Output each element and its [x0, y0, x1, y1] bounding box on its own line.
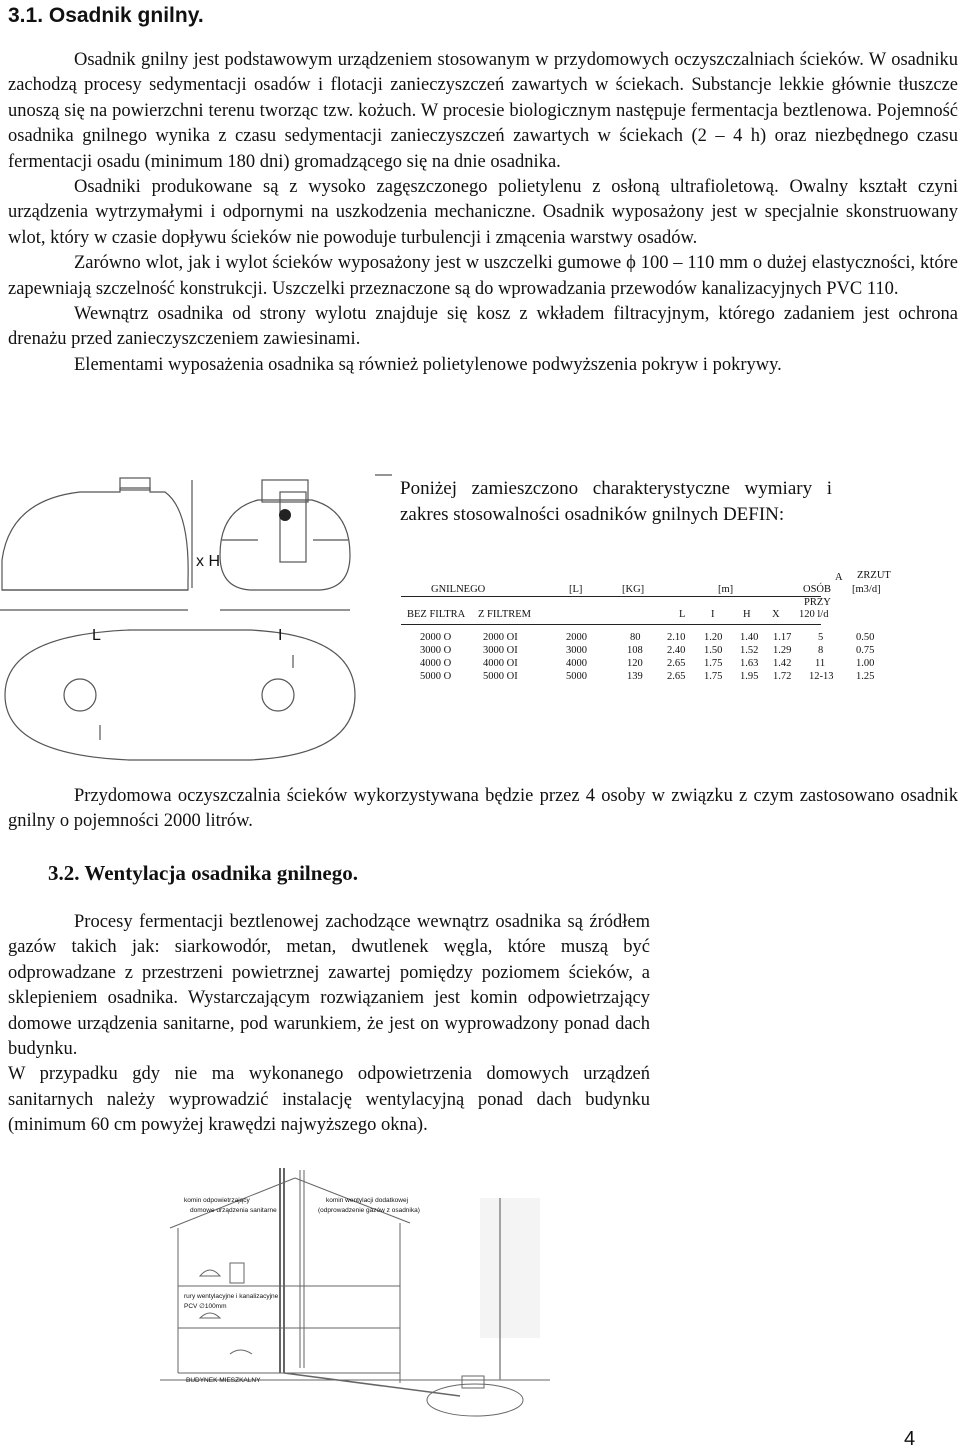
table-header-cell: [m3/d]: [852, 584, 881, 595]
table-cell: 4000 O: [420, 658, 452, 669]
table-cell: 1.42: [773, 658, 792, 669]
label-rury-line1: rury wentylacyjne i kanalizacyjne: [184, 1293, 279, 1300]
table-cell: 139: [627, 671, 643, 682]
table-header-cell: ZRZUT: [857, 570, 891, 581]
table-cell: 1.63: [740, 658, 759, 669]
dim-label-i: I: [278, 627, 283, 644]
table-cell: 3000 O: [420, 645, 452, 656]
table-cell: 1.75: [704, 671, 723, 682]
dim-label-x-h: x H: [196, 553, 220, 570]
label-komin-line2: domowe urządzenia sanitarne: [190, 1207, 277, 1214]
table-header-cell: [m]: [718, 584, 734, 595]
table-cell: 1.00: [856, 658, 875, 669]
table-cell: 2000: [566, 632, 587, 643]
table-header-cell: [KG]: [622, 584, 645, 595]
table-header-cell: L: [679, 609, 686, 620]
table-cell: 2.65: [667, 658, 686, 669]
page-number: 4: [904, 1428, 916, 1450]
paragraph: Wewnątrz osadnika od strony wylotu znajduje się kosz z wkładem filtracyjnym, którego zadaniem jest ochrona drenażu przed zanieczyszczeniem zawiesinami.: [8, 304, 958, 350]
table-header-cell: 120 l/d: [799, 609, 829, 620]
intro-paragraphs: [8, 48, 958, 378]
table-cell: 2000 O: [420, 632, 452, 643]
paragraph: Zarówno wlot, jak i wylot ścieków wyposażony jest w uszczelki gumowe ϕ 100 – 110 mm o dużej elastyczności, które zapewniają szczelność konstrukcji. Uszczelki przeznaczone są do wprowadzania przewodów kanalizacyjnych PVC 110.: [8, 253, 958, 299]
table-cell: 2.65: [667, 671, 686, 682]
table-header-cell: GNILNEGO: [431, 584, 486, 595]
table-cell: 1.20: [704, 632, 723, 643]
table-cell: 5000 OI: [483, 671, 518, 682]
table-cell: 1.29: [773, 645, 792, 656]
table-cell: 1.40: [740, 632, 759, 643]
table-header-cell: A: [835, 572, 843, 583]
paragraph: Osadnik gnilny jest podstawowym urządzeniem stosowanym w przydomowych oczyszczalniach ścieków. W osadniku zachodzą procesy sedymentacji osadów i flotacji zanieczyszczeń zawartych w ściekach. Substancje lekkie głównie tłuszcze unoszą się na powierzchni terenu tworząc tzw. kożuch. W procesie biologicznym następuje fermentacja beztlenowa. Pojemność osadnika gnilnego wynika z czasu sedymentacji zanieczyszczeń zawartych w ściekach (2 – 4 h) oraz niezbędnego czasu fermentacji osadu (minimum 180 dni) gromadzącego się na dnie osadnika.: [8, 50, 958, 172]
paragraph: Poniżej zamieszczono charakterystyczne wymiary i zakres stosowalności osadników gnilnych DEFIN:: [400, 478, 832, 525]
table-cell: 1.72: [773, 671, 792, 682]
paragraph: Przydomowa oczyszczalnia ścieków wykorzystywana będzie przez 4 osoby w związku z czym zastosowano osadnik gnilny o pojemności 2000 litrów.: [8, 786, 958, 832]
table-rule: [401, 624, 821, 625]
dimensions-table: [401, 566, 893, 696]
septic-tank-drawing: [0, 470, 395, 770]
table-header-cell: I: [711, 609, 715, 620]
dim-label-l: L: [92, 627, 101, 644]
table-cell: 1.52: [740, 645, 759, 656]
label-rury-line2: PCV ∅100mm: [184, 1303, 227, 1310]
table-cell: 1.95: [740, 671, 759, 682]
table-cell: 1.25: [856, 671, 875, 682]
label-komin-line1: komin odpowietrzający: [184, 1197, 250, 1204]
table-cell: 4000: [566, 658, 587, 669]
inlet-circle-icon: [279, 509, 291, 521]
table-cell: 1.17: [773, 632, 792, 643]
table-cell: 0.75: [856, 645, 875, 656]
table-cell: 2.10: [667, 632, 686, 643]
table-cell: 80: [630, 632, 641, 643]
table-cell: 108: [627, 645, 643, 656]
table-cell: 11: [815, 658, 826, 669]
table-header-cell: H: [743, 609, 751, 620]
table-header-cell: PRZY: [804, 597, 831, 608]
table-cell: 3000 OI: [483, 645, 518, 656]
table-cell: 1.75: [704, 658, 723, 669]
table-cell: 3000: [566, 645, 587, 656]
paragraph: Procesy fermentacji beztlenowej zachodzące wewnątrz osadnika są źródłem gazów takich jak: siarkowodór, metan, dwutlenek węgla, które muszą być odprowadzane z przestrzeni powietrznej zawartej pomiędzy poziomem ścieków, a sklepieniem osadnika. Wystarczającym rozwiązaniem jest komin odpowietrzający domowe urządzenia sanitarne, pod warunkiem, że jest on wyprowadzony ponad dach budynku.: [8, 912, 650, 1060]
ventilation-diagram: [160, 1168, 550, 1418]
table-cell: 5000 O: [420, 671, 452, 682]
label-wentylacja-line1: komin wentylacji dodatkowej: [326, 1197, 409, 1204]
table-rule: [401, 596, 821, 597]
paragraph: W przypadku gdy nie ma wykonanego odpowietrzenia domowych urządzeń sanitarnych należy wyprowadzić instalację wentylacyjną ponad dach budynku (minimum 60 cm powyżej krawędzi najwyższego okna).: [8, 1064, 650, 1136]
table-cell: 8: [818, 645, 824, 656]
label-budynek: BUDYNEK MIESZKALNY: [186, 1377, 261, 1384]
table-cell: 1.50: [704, 645, 723, 656]
table-intro-text: [400, 476, 832, 528]
section-heading-3-1: 3.1. Osadnik gnilny.: [8, 4, 204, 27]
table-header-cell: X: [772, 609, 780, 620]
table-cell: 120: [627, 658, 643, 669]
paragraph: Osadniki produkowane są z wysoko zagęszczonego polietylenu z osłoną ultrafioletową. Owalny kształt czyni urządzenia wytrzymałymi i odpornymi na uszkodzenia mechaniczne. Osadnik wyposażony jest w specjalnie skonstruowany wlot, który w czasie dopływu ścieków nie powoduje turbulencji i zmącenia warstwy osadów.: [8, 177, 958, 248]
capacity-paragraph: [8, 784, 958, 835]
table-header-cell: OSÓB: [803, 584, 832, 595]
paragraph: Elementami wyposażenia osadnika są również polietylenowe podwyższenia pokryw i pokrywy.: [74, 354, 782, 375]
table-cell: 2.40: [667, 645, 686, 656]
section-heading-3-2: 3.2. Wentylacja osadnika gnilnego.: [48, 861, 358, 885]
table-header-cell: Z FILTREM: [478, 609, 531, 620]
table-header-cell: BEZ FILTRA: [407, 609, 466, 620]
label-wentylacja-line2: (odprowadzenie gazów z osadnika): [318, 1207, 420, 1214]
table-cell: 5000: [566, 671, 587, 682]
table-cell: 5: [818, 632, 824, 643]
table-cell: 12-13: [809, 671, 834, 682]
table-header-cell: [L]: [569, 584, 583, 595]
table-cell: 4000 OI: [483, 658, 518, 669]
table-cell: 2000 OI: [483, 632, 518, 643]
table-cell: 0.50: [856, 632, 875, 643]
ventilation-paragraphs: [8, 910, 650, 1139]
